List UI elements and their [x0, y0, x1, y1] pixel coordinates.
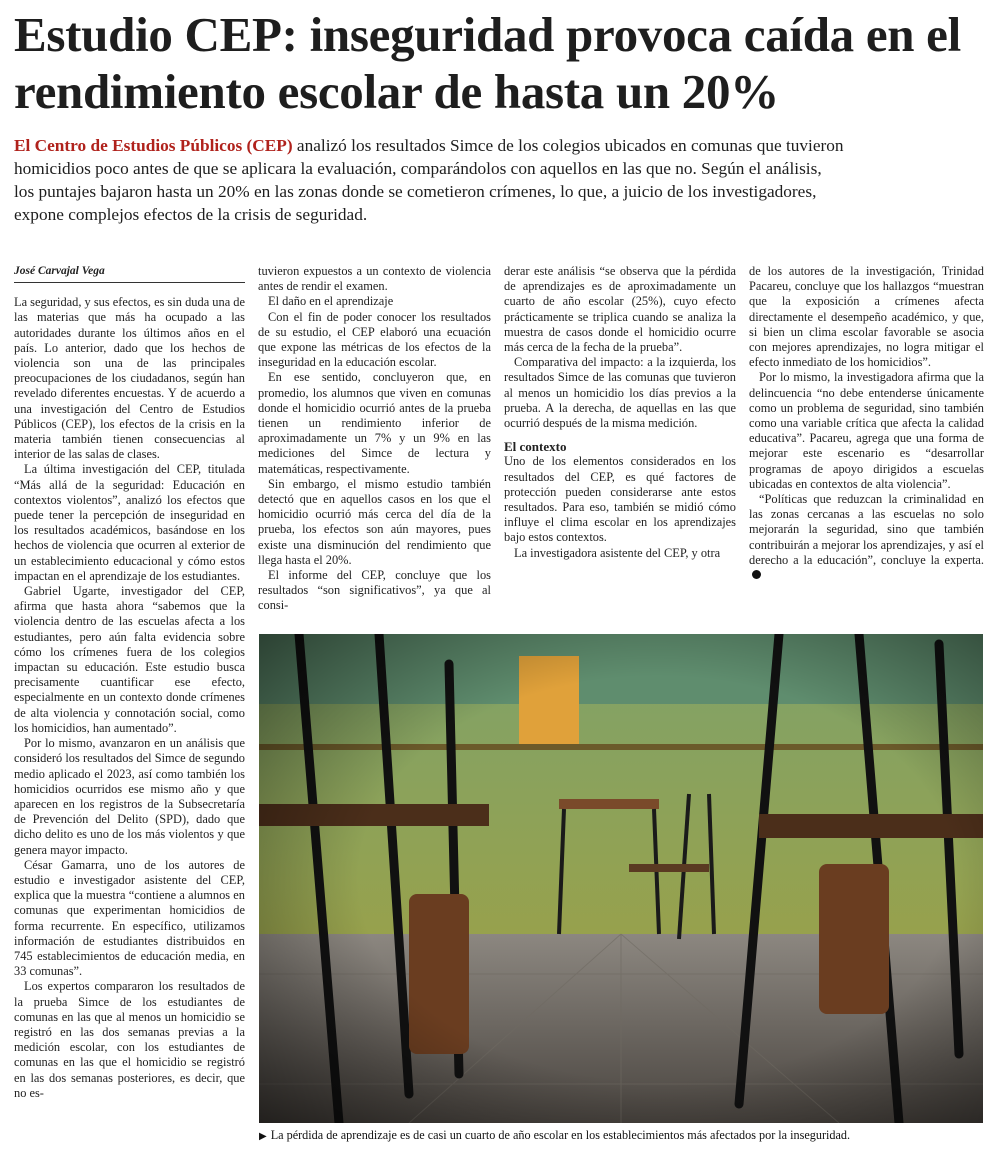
paragraph: de los autores de la investigación, Trinidad Pacareu, concluye que los hallazgos “muestran que la exposición a crímenes afecta directamente el desempeño académico, y que, si bien un clima escolar favorable se asocia con mejores aprendizajes, no logra mitigar el efecto inmediato de los homicidios”. — [749, 264, 984, 370]
caption-arrow-icon: ▶ — [259, 1131, 267, 1142]
paragraph: La seguridad, y sus efectos, es sin duda una de las materias que más ha ocupado a las autoridades durante los últimos años en el país. Lo anterior, dado que los hechos de violencia son una de las principales preocupaciones de los ciudadanos, según han revelado diferentes encuestas. Y de acuerdo a una investigación del Centro de Estudios Públicos (CEP), los efectos de la crisis en la materia también tienen consecuencias al interior de las salas de clases. — [14, 295, 245, 462]
paragraph: Por lo mismo, avanzaron en un análisis que consideró los resultados del Simce de segundo medio aplicado el 2023, así como también los homicidios ocurridos ese mismo año y que aparecen en los registros de la Subsecretaría de Prevención del Delito (SPD), dado que dicho delito es uno de los más violentos y que genera mayor impacto. — [14, 736, 245, 857]
paragraph: tuvieron expuestos a un contexto de violencia antes de rendir el examen. — [258, 264, 491, 294]
paragraph: Uno de los elementos considerados en los resultados del CEP, es qué factores de protección pueden considerarse ante estos resultados. Para eso, también se midió cómo influye el clima escolar en los aprendizajes bajo estos contextos. — [504, 454, 736, 545]
paragraph — [749, 492, 984, 583]
paragraph: derar este análisis “se observa que la pérdida de aprendizajes es de aproximadamente un cuarto de año escolar (25%), cuyo efecto prácticamente se triplica cuando se analiza la muestra de casos donde el homicidio ocurre más cerca de la fecha de la prueba”. — [504, 264, 736, 355]
end-mark-icon — [752, 570, 761, 579]
lead-text: analizó los resultados Simce de los colegios ubicados en comunas que tuvieron homicidios poco antes de que se aplicara la evaluación, comparándolos con aquellos en las que no. Según el análisis, los puntajes bajaron hasta un 20% en las zonas donde se cometieron crímenes, lo que, a juicio de los investigadores, expone complejos efectos de la crisis de seguridad. — [14, 136, 844, 224]
paragraph: César Gamarra, uno de los autores de estudio e investigador asistente del CEP, explica que la muestra “contiene a alumnos en comunas que experimentan homicidios de forma recurrente. En específico, utilizamos información de estudiantes distribuidos en 745 establecimientos de educación media, en 33 comunas”. — [14, 857, 245, 979]
paragraph: La última investigación del CEP, titulada “Más allá de la seguridad: Educación en contextos violentos”, analizó los efectos que puede tener la percepción de inseguridad en los resultados académicos, basándose en los hechos de violencia que ocurren al exterior de un establecimiento educacional y cómo estos impactan en el aprendizaje de los estudiantes. — [14, 462, 245, 583]
paragraph: La investigadora asistente del CEP, y otra — [514, 545, 721, 560]
subheading: El daño en el aprendizaje — [268, 294, 394, 309]
column-3 — [504, 264, 736, 561]
caption-text: La pérdida de aprendizaje es de casi un cuarto de año escolar en los establecimientos más afectados por la inseguridad. — [270, 1128, 851, 1142]
classroom-photo — [259, 634, 983, 1123]
byline: José Carvajal Vega — [14, 264, 245, 283]
paragraph: Comparativa del impacto: a la izquierda, los resultados Simce de las comunas que tuvieron al menos un homicidio los días previos a la prueba. A la derecha, de aquellas en las que ocurrió después de la misma medición. — [504, 355, 736, 431]
column-1 — [14, 264, 245, 1101]
column-4 — [749, 264, 984, 583]
lead-paragraph — [14, 134, 844, 226]
paragraph: Gabriel Ugarte, investigador del CEP, afirma que hasta ahora “sabemos que la violencia dentro de las escuelas afecta a los estudiantes, pero aún falta evidencia sobre cómo los crímenes fuera de los colegios impactan su educación. Este estudio busca precisamente cuantificar ese efecto, especialmente en un contexto donde crímenes de alta violencia y connotación social, como los homicidios, han aumentado”. — [14, 584, 245, 735]
paragraph: Con el fin de poder conocer los resultados de su estudio, el CEP elaboró una ecuación que expone las métricas de los efectos de la inseguridad en la educación escolar. — [258, 309, 491, 370]
paragraph: Los expertos compararon los resultados de la prueba Simce de los estudiantes de comunas en las que al menos un homicidio se registró en las dos semanas previas a la medición escolar, con los estudiantes de comunas en las que el homicidio se registró en las dos semanas posteriores, es decir, que no es- — [14, 979, 245, 1100]
paragraph: El informe del CEP, concluye que los resultados “son significativos”, ya que al consi- — [258, 568, 491, 613]
lead-organization: El Centro de Estudios Públicos (CEP) — [14, 136, 293, 155]
closing-text: “Políticas que reduzcan la criminalidad en las zonas cercanas a las escuelas no solo mejorarán la seguridad, sino que también contribuirán a mejorar los aprendizajes, y así el derecho a la educación”, concluye la experta. — [749, 492, 984, 567]
paragraph: Sin embargo, el mismo estudio también detectó que en aquellos casos en los que el homicidio ocurrió más cerca del día de la prueba, los efectos son aún mayores, pues existe una disminución del rendimiento que llega hasta el 20%. — [258, 476, 491, 567]
headline: Estudio CEP: inseguridad provoca caída en el rendimiento escolar de hasta un 20% — [14, 7, 961, 119]
section-subhead: El contexto — [504, 439, 567, 455]
paragraph: Por lo mismo, la investigadora afirma que la delincuencia “no debe entenderse únicamente como un problema de seguridad, sino también como una variable crítica que afecta la calidad educativa”. Pacareu, agrega que una forma de mejorar este escenario es “desarrollar programas de apoyo dirigidos a escuelas ubicadas en contextos de alta violencia”. — [749, 370, 984, 491]
photo-caption — [259, 1128, 983, 1144]
column-2 — [258, 264, 491, 614]
paragraph: En ese sentido, concluyeron que, en promedio, los alumnos que viven en comunas donde el homicidio ocurrió antes de la prueba tienen un rendimiento inferior de aproximadamente un 7% y un 9% en las mediciones del Simce de lectura y matemáticas, respectivamente. — [258, 370, 491, 476]
